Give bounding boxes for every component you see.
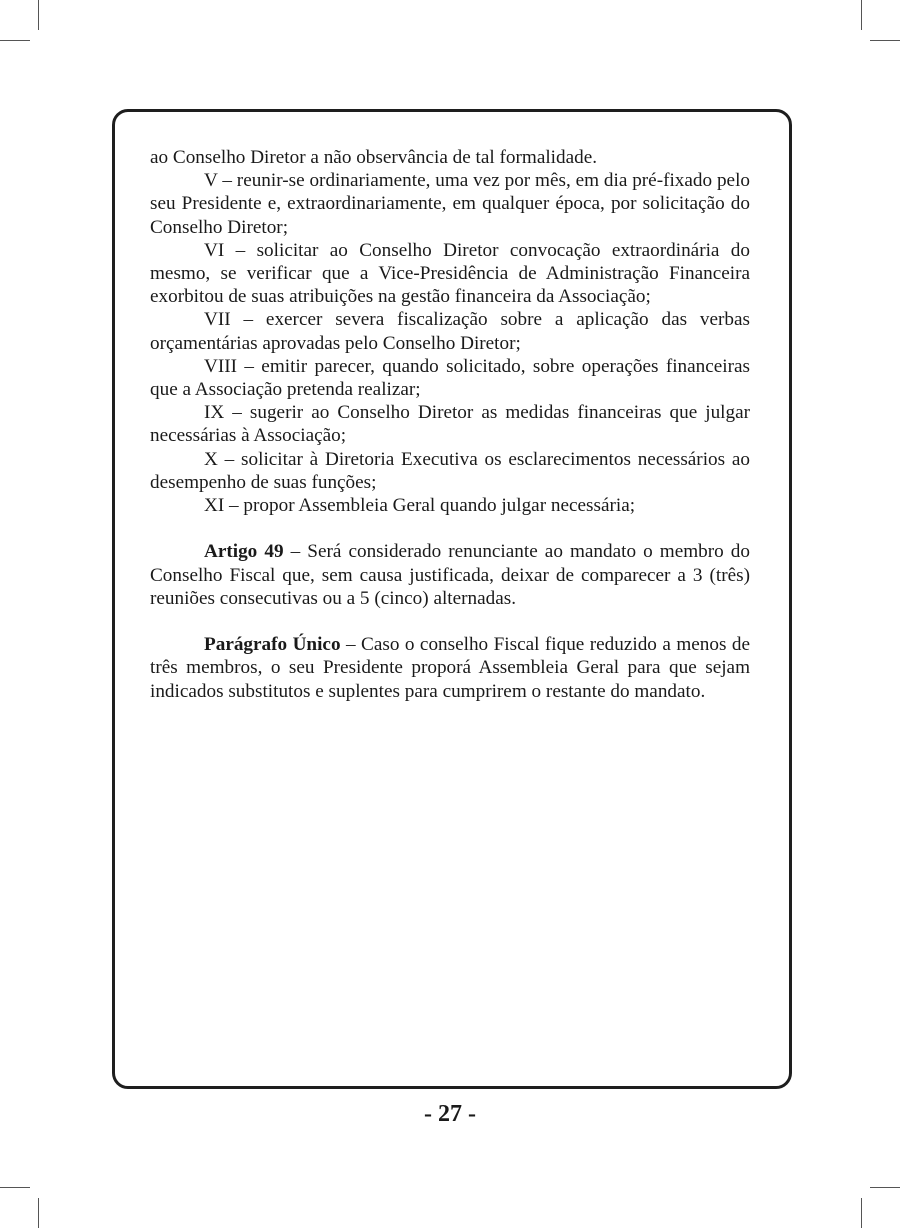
- paragraph-item-ix: IX – sugerir ao Conselho Diretor as medidas financeiras que julgar necessárias à Associação;: [150, 402, 750, 447]
- paragraph-heading: Parágrafo Único: [204, 634, 341, 656]
- crop-mark: [0, 40, 30, 41]
- article-49: [150, 540, 750, 610]
- paragraph: ao Conselho Diretor a não observância de tal formalidade.: [150, 147, 598, 168]
- paragraph-item-v: V – reunir-se ordinariamente, uma vez por mês, em dia pré-fixado pelo seu Presidente e, extraordinariamente, em qualquer época, por solicitação do Conselho Diretor;: [150, 170, 750, 238]
- crop-mark: [861, 1198, 862, 1228]
- paragraph-item-vii: VII – exercer severa fiscalização sobre a aplicação das verbas orçamentárias aprovadas pelo Conselho Diretor;: [150, 309, 750, 354]
- article-text: – Será considerado renunciante ao mandato o membro do Conselho Fiscal que, sem causa justificada, deixar de comparecer a 3 (três) reuniões consecutivas ou a 5 (cinco) alternadas.: [150, 541, 750, 609]
- body-text: [150, 146, 750, 703]
- crop-mark: [0, 1187, 30, 1188]
- crop-mark: [38, 0, 39, 30]
- paragrafo-unico: [150, 633, 750, 703]
- paragraph-item-vi: VI – solicitar ao Conselho Diretor convocação extraordinária do mesmo, se verificar que a Vice-Presidência de Administração Financeira exorbitou de suas atribuições na gestão financeira da Associação;: [150, 239, 750, 308]
- crop-mark: [38, 1198, 39, 1228]
- crop-mark: [870, 1187, 900, 1188]
- paragraph-item-xi: XI – propor Assembleia Geral quando julgar necessária;: [204, 495, 636, 517]
- paragraph-text: – Caso o conselho Fiscal fique reduzido a menos de três membros, o seu Presidente proporá Assembleia Geral para que sejam indicados substitutos e suplentes para cumprirem o restante do mandato.: [150, 634, 750, 702]
- crop-mark: [870, 40, 900, 41]
- page-number: - 27 -: [424, 1101, 476, 1127]
- crop-mark: [861, 0, 862, 30]
- paragraph-item-viii: VIII – emitir parecer, quando solicitado, sobre operações financeiras que a Associação pretenda realizar;: [150, 355, 750, 401]
- paragraph-item-x: X – solicitar à Diretoria Executiva os esclarecimentos necessários ao desempenho de suas funções;: [150, 448, 750, 493]
- article-heading: Artigo 49: [204, 541, 284, 563]
